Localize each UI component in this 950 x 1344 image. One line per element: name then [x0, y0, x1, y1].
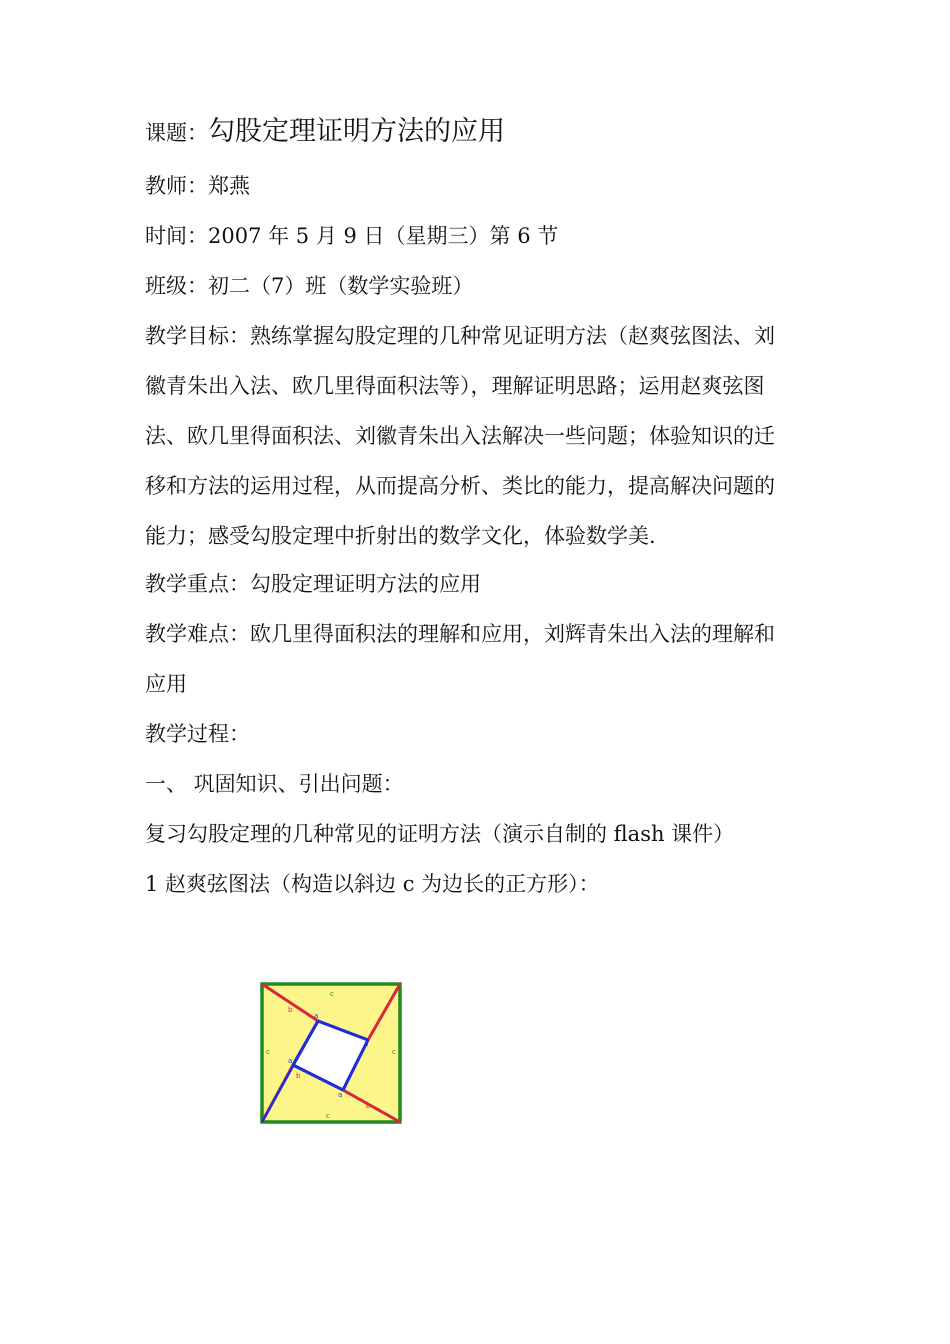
- objectives-line-5: 能力；感受勾股定理中折射出的数学文化，体验数学美.: [145, 524, 656, 548]
- key-point-line: 教学重点：勾股定理证明方法的应用: [145, 572, 481, 596]
- label-a-left: a: [288, 1057, 293, 1065]
- label-a-right: a: [364, 1040, 369, 1048]
- class-line: 班级：初二（7）班（数学实验班）: [145, 274, 474, 298]
- label-c-right: c: [392, 1048, 396, 1056]
- label-c-top: c: [330, 990, 334, 998]
- objectives-line-4: 移和方法的运用过程，从而提高分析、类比的能力，提高解决问题的: [145, 474, 775, 498]
- method-1-line: 1 赵爽弦图法（构造以斜边 c 为边长的正方形）：: [145, 872, 600, 896]
- objectives-line-2: 徽青朱出入法、欧几里得面积法等），理解证明思路；运用赵爽弦图: [145, 374, 765, 398]
- process-heading: 教学过程：: [145, 722, 250, 746]
- label-c-bottom: c: [326, 1112, 330, 1120]
- difficulty-line-2: 应用: [145, 672, 187, 696]
- difficulty-line-1: 教学难点：欧几里得面积法的理解和应用，刘辉青朱出入法的理解和: [145, 622, 775, 646]
- section-1-heading: 一、 巩固知识、引出问题：: [145, 772, 404, 796]
- label-a-top: a: [314, 1012, 319, 1020]
- zhao-shuang-chord-diagram: [256, 978, 406, 1128]
- label-b-top-left: b: [288, 1006, 293, 1014]
- lesson-title: 勾股定理证明方法的应用: [208, 116, 505, 147]
- teacher-line: 教师：郑燕: [145, 174, 250, 198]
- lesson-title-label: 课题：: [145, 121, 208, 145]
- lesson-title-line: [145, 118, 505, 147]
- objectives-line-1: 教学目标：熟练掌握勾股定理的几种常见证明方法（赵爽弦图法、刘: [145, 324, 775, 348]
- objectives-line-3: 法、欧几里得面积法、刘徽青朱出入法解决一些问题；体验知识的迁: [145, 424, 775, 448]
- time-line: 时间：2007 年 5 月 9 日（星期三）第 6 节: [145, 224, 559, 248]
- label-c-left: c: [266, 1048, 270, 1056]
- label-b-bottom-right: b: [366, 1102, 371, 1110]
- label-a-bottom: a: [338, 1091, 343, 1099]
- label-b-bottom-left: b: [296, 1072, 301, 1080]
- review-line: 复习勾股定理的几种常见的证明方法（演示自制的 flash 课件）: [145, 822, 735, 846]
